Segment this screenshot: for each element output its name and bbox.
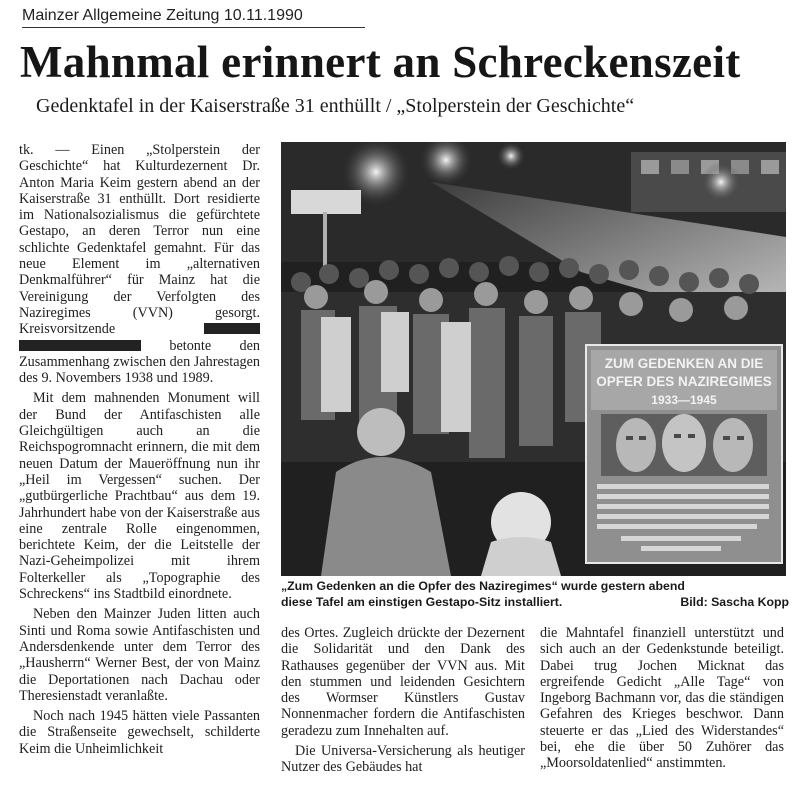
article-column-1: [19, 142, 260, 761]
paragraph-7: die Mahntafel finanziell unterstützt und sich auch an der Gedenkstunde beteiligt. Dabei trug Jochen Micknat das ergreifende Gedicht „Alle Tage“ von Ingeborg Bachmann vor, das die ständigen Gefahren des Krieges beschwor. Dann steuerte er das „Lied des Widerstandes“ bei, ehe die über 50 Zuhörer das „Moorsoldatenlied“ anstimmten.: [540, 625, 784, 772]
paragraph-2: Mit dem mahnenden Monument will der Bund der Antifaschisten alle Gleichgültigen auch an die Reichspogromnacht erinnern, die mit dem neuen Datum der Maueröffnung nun ihr „Heil im Vergessen“ suchen. Der „gutbürgerliche Prachtbau“ aus dem 19. Jahrhundert habe von der Kaiserstraße aus eine zentrale Rolle eingenommen, berichtete Keim, der die Leitstelle der Nazi-Geheimpolizei mit ihrem Folterkeller als „Topographie des Schreckens“ ins Stadtbild einordnete.: [19, 390, 260, 603]
redaction-bar: [204, 323, 260, 334]
photo-credit: Bild: Sascha Kopp: [680, 595, 789, 609]
subheadline: Gedenktafel in der Kaiserstraße 31 enthüllt / „Stolperstein der Geschichte“: [36, 95, 635, 117]
article-column-3: [540, 625, 784, 776]
plaque-years: 1933—1945: [651, 393, 717, 407]
caption-line-1: „Zum Gedenken an die Opfer des Naziregimes“ wurde gestern abend: [281, 579, 685, 593]
photo-caption: [281, 578, 789, 610]
paragraph-1: [19, 142, 260, 386]
paragraph-1-start: tk. — Einen „Stolperstein der Geschichte“ hat Kulturdezernent Dr. Anton Maria Keim gestern abend an der Kaiserstraße 31 enthüllt. Dort residierte im Nationalsozialismus die gefürchtete Gestapo, an deren Terror nun eine schlichte Gedenktafel gemahnt. Für das neue Element im „alternativen Denkmalführer“ für Mainz hat die Vereinigung der Verfolgten des Naziregimes (VVN) gesorgt. Kreisvorsitzende: [19, 142, 260, 338]
news-photo: [281, 142, 786, 576]
plaque-line-1: ZUM GEDENKEN AN DIE: [604, 356, 764, 371]
source-underline: [22, 27, 365, 28]
paragraph-3: Neben den Mainzer Juden litten auch Sinti und Roma sowie Antifaschisten und Andersdenkende unter dem Terror des „Hausherrn“ Werner Best, der von Mainz die Deportationen nach Dachau oder Theresienstadt veranlaßte.: [19, 606, 260, 704]
paragraph-1-end: betonte den Zusammenhang zwischen den Jahrestagen des 9. Novembers 1938 und 1989.: [19, 337, 260, 387]
paragraph-6: Die Universa-Versicherung als heutiger Nutzer des Gebäudes hat: [281, 743, 525, 776]
paragraph-4: Noch nach 1945 hätten viele Passanten die Straßenseite gewechselt, schilderte Keim die Unheimlichkeit: [19, 708, 260, 757]
plaque-line-2: OPFER DES NAZIREGIMES: [596, 374, 772, 389]
headline: Mahnmal erinnert an Schreckenszeit: [20, 37, 741, 87]
redaction-bar: [19, 340, 141, 351]
paragraph-5: des Ortes. Zugleich drückte der Dezernent die Solidarität und den Dank des Rathauses gegenüber der VVN aus. Mit den stummen und leidenden Gesichtern des Wormser Künstlers Gustav Nonnenmacher fordern die Antifaschisten geradezu zum Innehalten auf.: [281, 625, 525, 739]
article-column-2: [281, 625, 525, 780]
source-line: Mainzer Allgemeine Zeitung 10.11.1990: [22, 7, 303, 24]
caption-line-2: diese Tafel am einstigen Gestapo-Sitz installiert.: [281, 595, 563, 609]
